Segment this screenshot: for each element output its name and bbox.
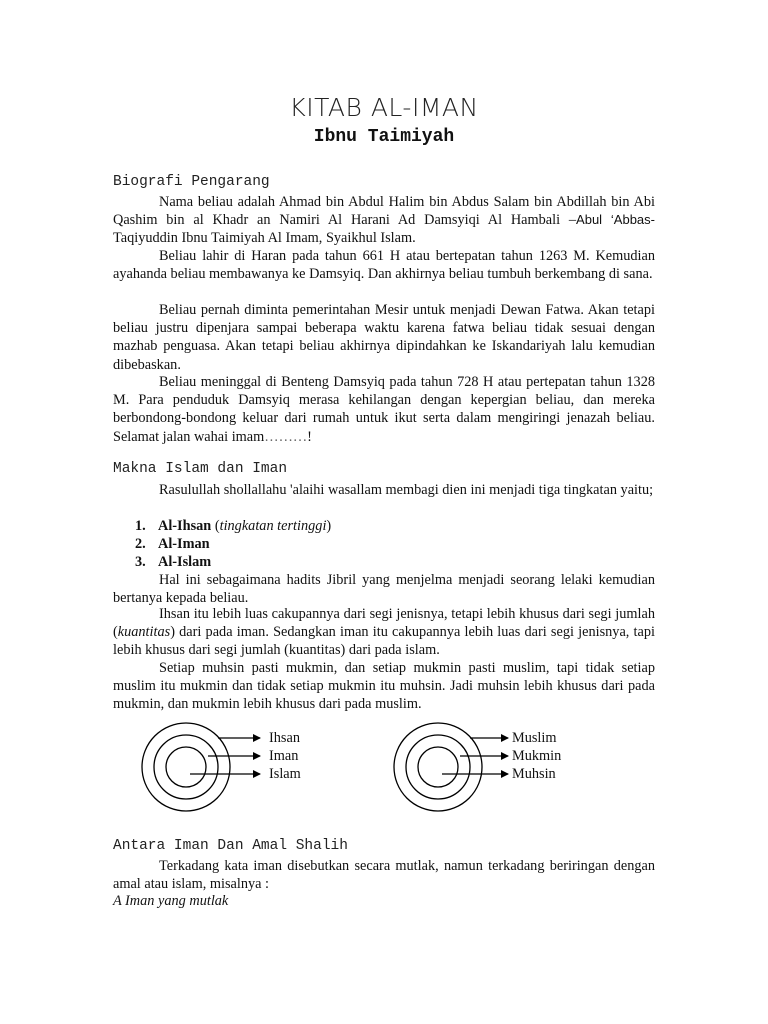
middle-circle [406,735,470,799]
list-number: 2. [135,536,146,553]
paragraph-biografi-3: Beliau pernah diminta pemerintahan Mesir untuk menjadi Dewan Fatwa. Akan tetapi beliau justru dipenjara sampai beberapa waktu karena fatwa beliau tidak sesuai dengan mazhab penguasa. Akan tetapi beliau akhirnya dipindahkan ke Iskandariyah lalu kemudian dibebaskan. [113,302,655,373]
ellipsis: ……… [264,428,308,445]
list-item: 1. Al-Ihsan (tingkatan tertinggi) [135,518,332,534]
list-item [135,553,331,571]
paragraph-biografi-4 [113,373,655,446]
document-title: KITAB AL-IMAN [289,93,479,122]
inner-circle [166,747,206,787]
diagram-label-mukmin: Mukmin [512,748,562,764]
list-number: 3. [135,554,146,571]
tingkatan-list [135,517,331,572]
paragraph-text: Abul ‘Abbas- [576,212,655,228]
diagram-label-islam: Islam [269,766,301,782]
middle-circle [154,735,218,799]
outer-circle [394,723,482,811]
paragraph-text: Ihsan itu lebih luas cakupannya dari segi jenisnya, tetapi lebih khusus dari segi jumlah ( [113,606,655,641]
inner-circle [418,747,458,787]
list-term: Al-Iman [158,536,210,553]
paragraph-text: ) dari pada iman. Sedangkan iman itu cakupannya lebih luas dari segi jenisnya, tapi lebih khusus dari segi jumlah (kuantitas) dari pada islam. [113,624,655,659]
section-heading-makna: Makna Islam dan Iman [113,461,288,477]
paragraph-ihsan [113,605,655,660]
list-number: 1. [135,518,146,534]
list-item [135,535,331,553]
paragraph-makna-intro: Rasulullah shollallahu 'alaihi wasallam membagi dien ini menjadi tiga tingkatan yaitu; [159,482,654,498]
concentric-circles-diagram [140,722,560,812]
section-heading-biografi: Biografi Pengarang [113,174,270,190]
diagram-label-iman: Iman [269,748,299,764]
paragraph-hadits: Hal ini sebagaimana hadits Jibril yang menjelma menjadi seorang lelaki kemudian bertanya kepada beliau. [113,572,655,607]
paragraph-text: ! [307,428,312,445]
paragraph-muhsin: Setiap muhsin pasti mukmin, dan setiap mukmin pasti muslim, tapi tidak setiap muslim itu mukmin dan tidak setiap mukmin itu muhsin. Jadi muhsin lebih khusus dari pada mukmin, dan mukmin lebih khusus dari pada muslim. [113,660,655,713]
list-term: Al-Ihsan [158,518,212,534]
paragraph-italic: kuantitas [117,624,171,641]
document-subtitle: Ibnu Taimiyah [313,127,455,147]
outer-circle [142,723,230,811]
paragraph-biografi-1 [113,193,655,248]
paragraph-biografi-2: Beliau lahir di Haran pada tahun 661 H atau bertepatan tahun 1263 M. Kemudian ayahanda beliau membawanya ke Damsyiq. Dan akhirnya beliau tumbuh berkembang di sana. [113,248,655,283]
list-term: Al-Islam [158,554,212,571]
diagram-label-muslim: Muslim [512,730,557,746]
paragraph-text: Taqiyuddin Ibnu Taimiyah Al Imam, Syaikhul Islam. [113,230,416,247]
list-note: tingkatan tertinggi [219,518,327,534]
paragraph-text: Nama beliau adalah Ahmad bin Abdul Halim bin Abdus Salam bin Abdillah bin Abi Qashim bin al Khadr an Namiri Al Harani Ad Damsyiqi Al Hambali – [113,194,655,229]
diagram-label-muhsin: Muhsin [512,766,556,782]
diagram-label-ihsan: Ihsan [269,730,300,746]
subheading-iman-mutlak: A Iman yang mutlak [113,893,229,909]
paragraph-antara: Terkadang kata iman disebutkan secara mutlak, namun terkadang beriringan dengan amal atau islam, misalnya : [113,858,655,893]
paragraph-text: Beliau meninggal di Benteng Damsyiq pada tahun 728 H atau pertepatan tahun 1328 M. Para penduduk Damsyiq merasa kehilangan dengan kepergian beliau, dan mereka berbondong-bondong keluar dari rumah untuk ikut serta dalam mengiringi jenazah beliau. Selamat jalan wahai imam [113,374,655,445]
section-heading-antara: Antara Iman Dan Amal Shalih [113,838,348,854]
